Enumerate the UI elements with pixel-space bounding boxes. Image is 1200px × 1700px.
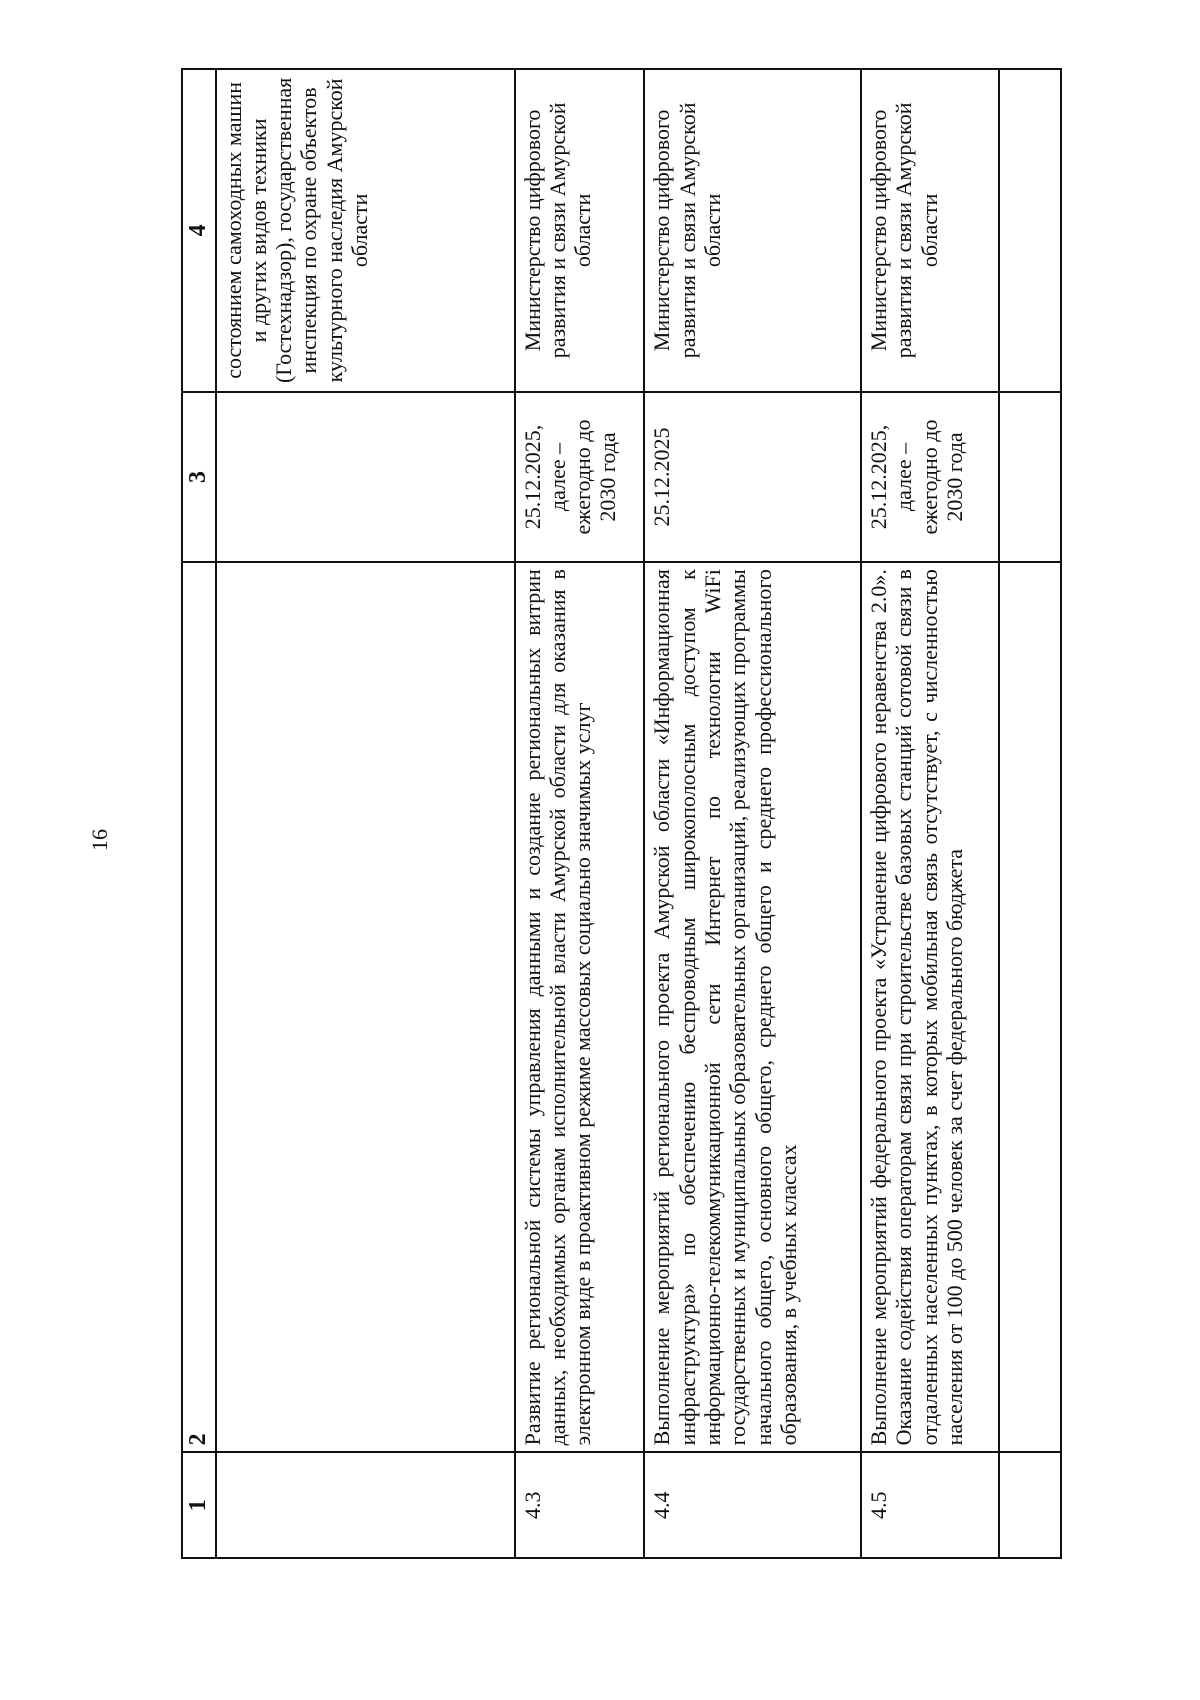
responsible-cell	[999, 69, 1061, 392]
page-number: 16	[87, 829, 112, 851]
header-col-2: 2	[182, 562, 216, 1452]
row-number: 4.4	[644, 1452, 861, 1558]
table-row	[216, 69, 515, 1558]
activity-cell	[999, 562, 1061, 1452]
activity-cell	[216, 562, 515, 1452]
table-row	[861, 69, 999, 1558]
activity-cell: Выполнение мероприятий регионального проекта Амурской области «Информационная инфраструктура» по обеспечению беспроводным широкополосным доступом к информационно-телекоммуникационной сети Интернет по технологии WiFi государственных и муниципальных образовательных организаций, реализующих программы начального общего, основного общего, среднего общего и среднего профессионального образования, в учебных классах	[644, 562, 861, 1452]
activities-table	[181, 68, 1062, 1559]
responsible-cell: Министерство цифрового развития и связи Амурской области	[644, 69, 861, 392]
responsible-cell: состоянием самоходных машин и других видов техники (Гостехнадзор), государственная инспекция по охране объектов культурного наследия Амурской области	[216, 69, 515, 392]
header-col-1: 1	[182, 1452, 216, 1558]
row-number: 4.5	[861, 1452, 999, 1558]
table-row	[644, 69, 861, 1558]
responsible-cell: Министерство цифрового развития и связи Амурской области	[861, 69, 999, 392]
deadline-cell: 25.12.2025, далее – ежегодно до 2030 года	[515, 392, 645, 562]
activity-cell: Выполнение мероприятий федерального проекта «Устранение цифрового неравенства 2.0». Оказание содействия операторам связи при строительстве базовых станций сотовой связи в отдаленных населенных пунктах, в которых мобильная связь отсутствует, с численностью населения от 100 до 500 человек за счет федерального бюджета	[861, 562, 999, 1452]
header-col-4: 4	[182, 69, 216, 392]
deadline-cell: 25.12.2025, далее – ежегодно до 2030 года	[861, 392, 999, 562]
table-header-row	[182, 69, 216, 1558]
row-number	[999, 1452, 1061, 1558]
header-col-3: 3	[182, 392, 216, 562]
row-number	[216, 1452, 515, 1558]
deadline-cell: 25.12.2025	[644, 392, 861, 562]
activity-cell: Развитие региональной системы управления данными и создание региональных витрин данных, необходимых органам исполнительной власти Амурской области для оказания в электронном виде в проактивном режиме массовых социально значимых услуг	[515, 562, 645, 1452]
responsible-cell: Министерство цифрового развития и связи Амурской области	[515, 69, 645, 392]
table-row	[999, 69, 1061, 1558]
deadline-cell	[999, 392, 1061, 562]
table-row	[515, 69, 645, 1558]
row-number: 4.3	[515, 1452, 645, 1558]
deadline-cell	[216, 392, 515, 562]
rotated-table-container	[181, 68, 1062, 1559]
